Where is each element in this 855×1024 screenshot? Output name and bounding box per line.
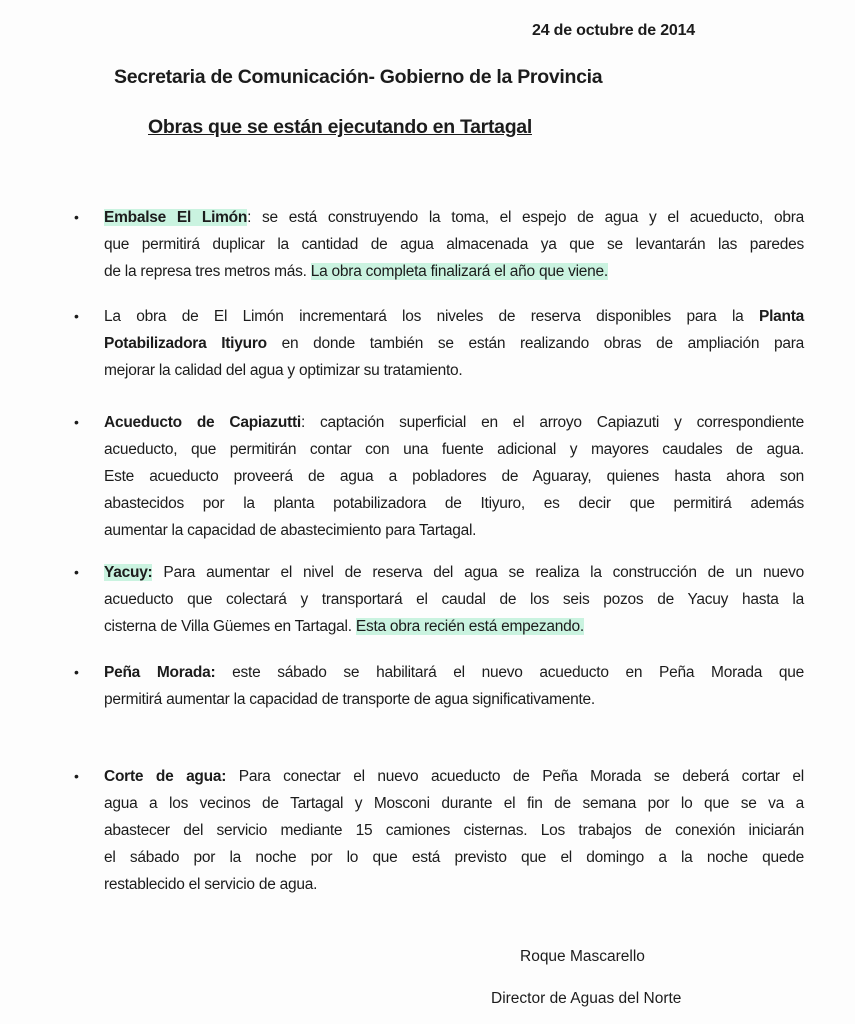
- list-item-corte-de-agua: [74, 763, 804, 898]
- item-text: que permitirá duplicar la cantidad de agua almacenada ya que se levantarán las paredes: [104, 236, 804, 253]
- item-text: : se está construyendo la toma, el espejo de agua y el acueducto, obra: [247, 209, 804, 226]
- item-text: abastecidos por la planta potabilizadora de Itiyuro, es decir que permitirá además: [104, 495, 804, 512]
- item-text: acueducto que colectará y transportará el caudal de los seis pozos de Yacuy hasta la: [104, 591, 804, 608]
- bullet-icon: •: [74, 414, 79, 430]
- item-text: Este acueducto proveerá de agua a pobladores de Aguaray, quienes hasta ahora son: [104, 468, 804, 485]
- bullet-icon: •: [74, 768, 79, 784]
- highlighted-text: La obra completa finalizará el año que viene.: [310, 263, 608, 280]
- document-title: Obras que se están ejecutando en Tartagal: [148, 116, 532, 138]
- item-heading: Yacuy:: [104, 564, 153, 581]
- organization-heading: Secretaria de Comunicación- Gobierno de la Provincia: [114, 66, 603, 88]
- list-item-el-limon-reserva: [74, 303, 804, 384]
- bullet-icon: •: [74, 209, 79, 225]
- item-bold-text: Planta: [758, 308, 804, 325]
- item-text: este sábado se habilitará el nuevo acueducto en Peña Morada que: [215, 664, 804, 681]
- item-text: cisterna de Villa Güemes en Tartagal.: [104, 618, 356, 635]
- item-text: el sábado por la noche por lo que está previsto que el domingo a la noche quede: [104, 849, 804, 866]
- list-item-yacuy: [74, 559, 804, 640]
- item-text: Para conectar el nuevo acueducto de Peña Morada se deberá cortar el: [226, 768, 804, 785]
- item-heading: Corte de agua:: [104, 768, 227, 785]
- item-heading: Peña Morada:: [104, 664, 216, 681]
- signature-role: Director de Aguas del Norte: [491, 990, 682, 1007]
- item-text: de la represa tres metros más.: [104, 263, 311, 280]
- item-text: La obra de El Limón incrementará los niveles de reserva disponibles para la: [104, 308, 759, 325]
- item-text: restablecido el servicio de agua.: [104, 876, 318, 893]
- item-text: : captación superficial en el arroyo Capiazuti y correspondiente: [300, 414, 804, 431]
- bullet-icon: •: [74, 664, 79, 680]
- item-text: Para aumentar el nivel de reserva del agua se realiza la construcción de un nuevo: [152, 564, 804, 581]
- highlighted-text: Esta obra recién está empezando.: [355, 618, 584, 635]
- item-text: en donde también se están realizando obras de ampliación para: [266, 335, 804, 352]
- list-item-acueducto-capiazutti: [74, 409, 804, 544]
- bullet-icon: •: [74, 564, 79, 580]
- item-text: aumentar la capacidad de abastecimiento para Tartagal.: [104, 522, 477, 539]
- bullet-icon: •: [74, 308, 79, 324]
- item-bold-text: Potabilizadora Itiyuro: [104, 335, 267, 352]
- document-date: 24 de octubre de 2014: [532, 22, 695, 39]
- list-item-pena-morada: [74, 659, 804, 713]
- list-item-embalse-el-limon: [74, 204, 804, 285]
- item-text: acueducto, que permitirán contar con una fuente adicional y mayores caudales de agua.: [104, 441, 804, 458]
- signature-name: Roque Mascarello: [520, 948, 645, 965]
- item-heading: Acueducto de Capiazutti: [104, 414, 301, 431]
- item-text: permitirá aumentar la capacidad de transporte de agua significativamente.: [104, 691, 595, 708]
- item-text: mejorar la calidad del agua y optimizar su tratamiento.: [104, 362, 463, 379]
- item-text: abastecer del servicio mediante 15 camiones cisternas. Los trabajos de conexión iniciarán: [104, 822, 804, 839]
- item-text: agua a los vecinos de Tartagal y Mosconi durante el fin de semana por lo que se va a: [104, 795, 804, 812]
- item-heading: Embalse El Limón: [104, 209, 248, 226]
